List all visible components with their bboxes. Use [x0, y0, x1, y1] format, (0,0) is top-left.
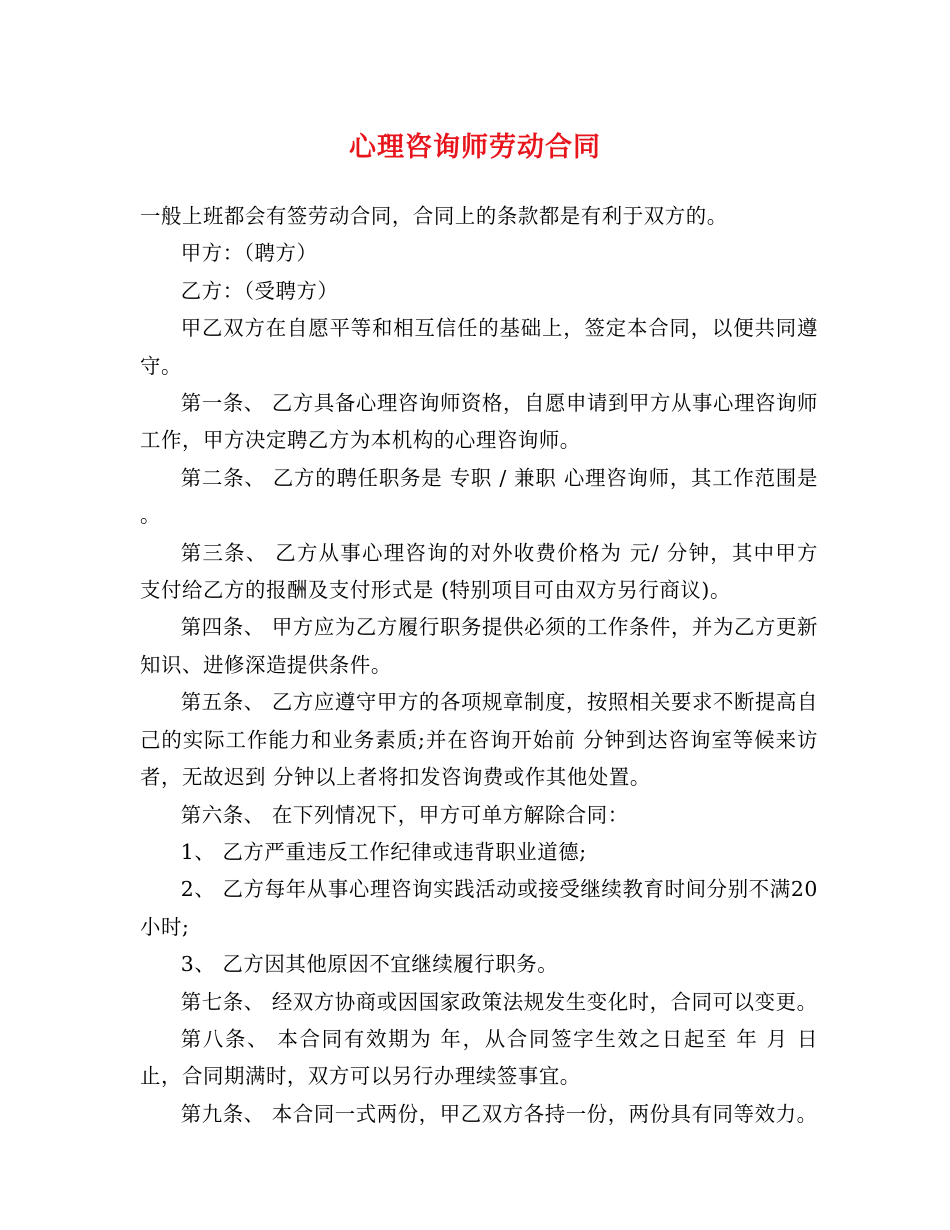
article-1: 第一条、 乙方具备心理咨询师资格，自愿申请到甲方从事心理咨询师工作，甲方决定聘乙方为本机构的心理咨询师。 [140, 391, 818, 453]
party-a-line: 甲方：（聘方） [180, 241, 318, 266]
article-9: 第九条、 本合同一式两份，甲乙双方各持一份，两份具有同等效力。 [180, 1101, 818, 1126]
article-8: 第八条、 本合同有效期为 年，从合同签字生效之日起至 年 月 日止，合同期满时，双方可以另行办理续签事宜。 [140, 1026, 818, 1089]
article-6-item-2: 2、 乙方每年从事心理咨询实践活动或接受继续教育时间分别不满20小时; [140, 877, 818, 939]
document-body [140, 198, 818, 1133]
preamble-paragraph: 甲乙双方在自愿平等和相互信任的基础上，签定本合同，以便共同遵守。 [140, 316, 818, 378]
party-b-line: 乙方：（受聘方） [180, 278, 339, 303]
article-5: 第五条、 乙方应遵守甲方的各项规章制度，按照相关要求不断提高自己的实际工作能力和业务素质;并在咨询开始前 分钟到达咨询室等候来访者，无故迟到 分钟以上者将扣发咨询费或作其他处置。 [140, 690, 818, 790]
article-6-item-1: 1、 乙方严重违反工作纪律或违背职业道德; [180, 839, 587, 864]
article-3: 第三条、 乙方从事心理咨询的对外收费价格为 元/ 分钟，其中甲方支付给乙方的报酬及支付形式是 (特别项目可由双方另行商议)。 [140, 540, 818, 603]
article-6-item-3: 3、 乙方因其他原因不宜继续履行职务。 [180, 952, 559, 977]
article-4: 第四条、 甲方应为乙方履行职务提供必须的工作条件，并为乙方更新知识、进修深造提供条件。 [140, 615, 818, 677]
intro-paragraph: 一般上班都会有签劳动合同，合同上的条款都是有利于双方的。 [140, 204, 728, 228]
article-7: 第七条、 经双方协商或因国家政策法规发生变化时，合同可以变更。 [180, 989, 818, 1014]
document-title: 心理咨询师劳动合同 [349, 132, 601, 163]
article-6: 第六条、 在下列情况下，甲方可单方解除合同： [180, 802, 629, 827]
article-2: 第二条、 乙方的聘任职务是 专职 / 兼职 心理咨询师，其工作范围是 。 [140, 465, 818, 528]
